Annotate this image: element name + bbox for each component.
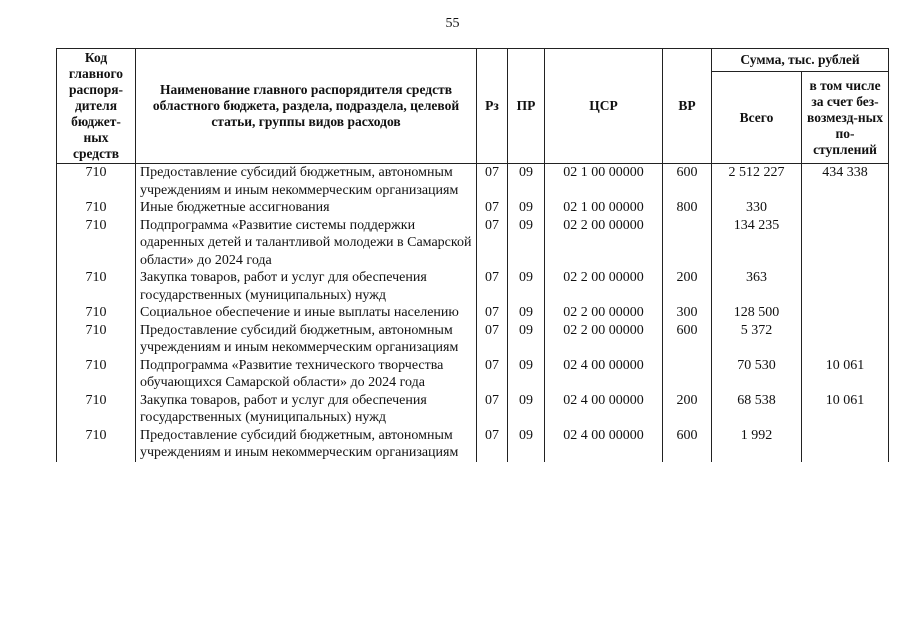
cell-csr: 02 1 00 00000 — [545, 164, 663, 200]
cell-name: Предоставление субсидий бюджетным, автономным учреждениям и иным некоммерческим организациям — [136, 164, 477, 200]
cell-incl: 10 061 — [802, 392, 889, 427]
table-body — [57, 164, 889, 462]
cell-vr: 600 — [663, 164, 712, 200]
cell-vr — [663, 217, 712, 270]
cell-incl — [802, 427, 889, 462]
cell-total: 68 538 — [712, 392, 802, 427]
cell-pr: 09 — [508, 269, 545, 304]
cell-csr: 02 4 00 00000 — [545, 392, 663, 427]
cell-pr: 09 — [508, 427, 545, 462]
cell-total: 134 235 — [712, 217, 802, 270]
cell-vr: 800 — [663, 199, 712, 217]
table-row — [57, 269, 889, 304]
cell-vr: 200 — [663, 392, 712, 427]
cell-csr: 02 2 00 00000 — [545, 269, 663, 304]
header-incl: в том числе за счет без-возмезд-ных по-ступлений — [802, 72, 889, 164]
table-row — [57, 392, 889, 427]
cell-vr: 200 — [663, 269, 712, 304]
cell-vr — [663, 357, 712, 392]
header-vr: ВР — [663, 49, 712, 164]
cell-code: 710 — [57, 199, 136, 217]
header-name: Наименование главного распорядителя средств областного бюджета, раздела, подраздела, целевой статьи, группы видов расходов — [136, 49, 477, 164]
cell-name: Иные бюджетные ассигнования — [136, 199, 477, 217]
header-total: Всего — [712, 72, 802, 164]
cell-total: 1 992 — [712, 427, 802, 462]
header-rz: Рз — [477, 49, 508, 164]
cell-csr: 02 4 00 00000 — [545, 357, 663, 392]
cell-rz: 07 — [477, 269, 508, 304]
cell-name: Социальное обеспечение и иные выплаты населению — [136, 304, 477, 322]
cell-incl: 434 338 — [802, 164, 889, 200]
table-row — [57, 427, 889, 462]
cell-vr: 600 — [663, 427, 712, 462]
cell-incl — [802, 304, 889, 322]
cell-code: 710 — [57, 427, 136, 462]
cell-code: 710 — [57, 357, 136, 392]
cell-pr: 09 — [508, 322, 545, 357]
header-csr: ЦСР — [545, 49, 663, 164]
cell-code: 710 — [57, 217, 136, 270]
cell-incl — [802, 269, 889, 304]
budget-table — [56, 48, 889, 462]
table-row — [57, 304, 889, 322]
cell-csr: 02 2 00 00000 — [545, 304, 663, 322]
cell-incl — [802, 199, 889, 217]
table-row — [57, 164, 889, 200]
cell-incl: 10 061 — [802, 357, 889, 392]
cell-name: Закупка товаров, работ и услуг для обеспечения государственных (муниципальных) нужд — [136, 392, 477, 427]
cell-name: Предоставление субсидий бюджетным, автономным учреждениям и иным некоммерческим организациям — [136, 322, 477, 357]
cell-total: 330 — [712, 199, 802, 217]
cell-code: 710 — [57, 322, 136, 357]
header-sum: Сумма, тыс. рублей — [712, 49, 889, 72]
cell-rz: 07 — [477, 217, 508, 270]
cell-total: 70 530 — [712, 357, 802, 392]
header-pr: ПР — [508, 49, 545, 164]
cell-rz: 07 — [477, 164, 508, 200]
cell-pr: 09 — [508, 304, 545, 322]
cell-rz: 07 — [477, 322, 508, 357]
cell-rz: 07 — [477, 357, 508, 392]
cell-total: 5 372 — [712, 322, 802, 357]
cell-name: Предоставление субсидий бюджетным, автономным учреждениям и иным некоммерческим организациям — [136, 427, 477, 462]
cell-csr: 02 1 00 00000 — [545, 199, 663, 217]
cell-pr: 09 — [508, 392, 545, 427]
cell-rz: 07 — [477, 304, 508, 322]
cell-vr: 300 — [663, 304, 712, 322]
cell-csr: 02 4 00 00000 — [545, 427, 663, 462]
cell-rz: 07 — [477, 392, 508, 427]
table-row — [57, 322, 889, 357]
header-code: Код главного распоря-дителя бюджет-ных средств — [57, 49, 136, 164]
cell-code: 710 — [57, 304, 136, 322]
cell-csr: 02 2 00 00000 — [545, 322, 663, 357]
cell-name: Подпрограмма «Развитие системы поддержки одаренных детей и талантливой молодежи в Самарской области» до 2024 года — [136, 217, 477, 270]
page-number: 55 — [445, 16, 460, 31]
cell-total: 363 — [712, 269, 802, 304]
cell-rz: 07 — [477, 199, 508, 217]
cell-vr: 600 — [663, 322, 712, 357]
cell-code: 710 — [57, 269, 136, 304]
cell-incl — [802, 217, 889, 270]
table-header — [57, 49, 889, 164]
cell-name: Подпрограмма «Развитие технического творчества обучающихся Самарской области» до 2024 года — [136, 357, 477, 392]
table-row — [57, 357, 889, 392]
cell-pr: 09 — [508, 357, 545, 392]
cell-code: 710 — [57, 392, 136, 427]
table-row — [57, 217, 889, 270]
cell-code: 710 — [57, 164, 136, 200]
cell-total: 2 512 227 — [712, 164, 802, 200]
cell-rz: 07 — [477, 427, 508, 462]
cell-incl — [802, 322, 889, 357]
cell-csr: 02 2 00 00000 — [545, 217, 663, 270]
table-row — [57, 199, 889, 217]
cell-name: Закупка товаров, работ и услуг для обеспечения государственных (муниципальных) нужд — [136, 269, 477, 304]
cell-total: 128 500 — [712, 304, 802, 322]
cell-pr: 09 — [508, 199, 545, 217]
cell-pr: 09 — [508, 164, 545, 200]
cell-pr: 09 — [508, 217, 545, 270]
